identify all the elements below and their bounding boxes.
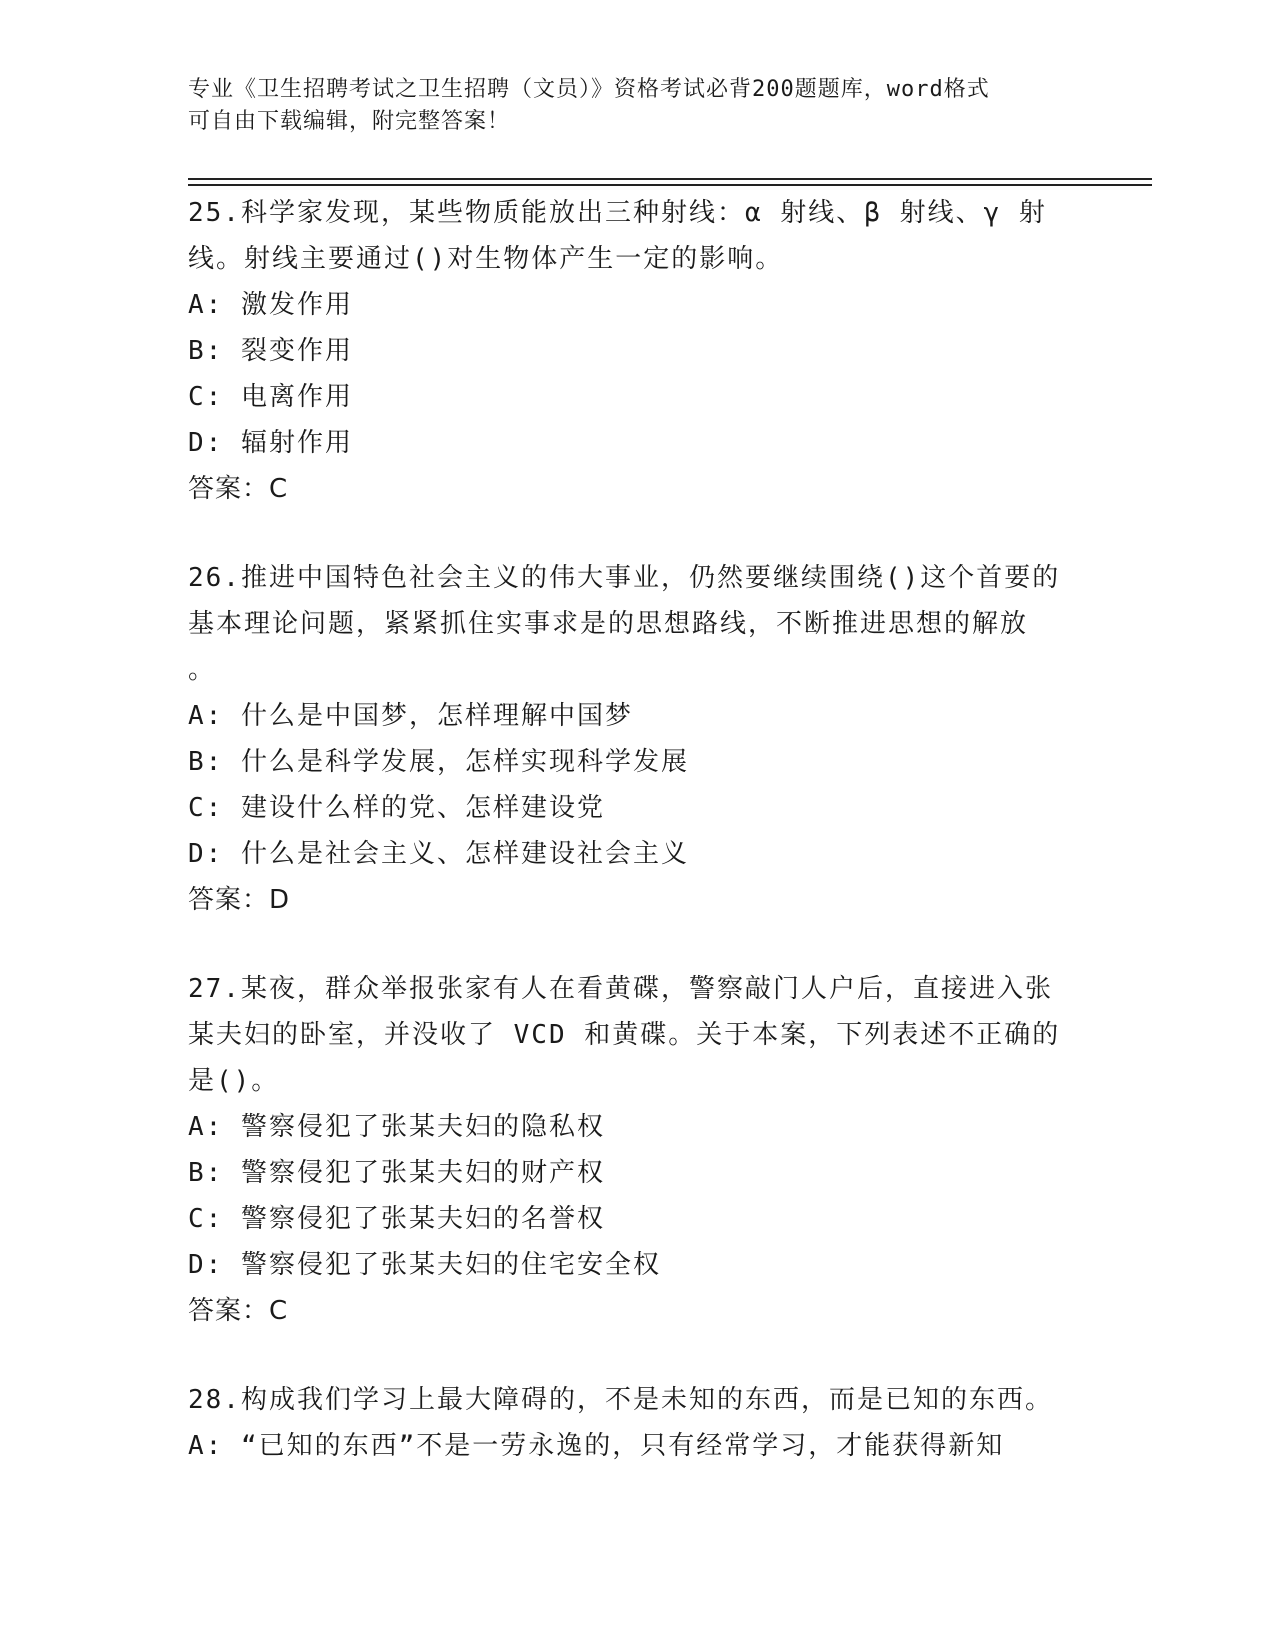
answer-key: 答案：C [188,474,289,504]
question-stem-line: 线。射线主要通过()对生物体产生一定的影响。 [188,244,784,274]
question-25 [188,190,1088,512]
question-stem-line: 26.推进中国特色社会主义的伟大事业，仍然要继续围绕()这个首要的 [188,563,1061,593]
answer-key: 答案：D [188,885,291,915]
spacer [188,1334,1088,1377]
option-d: D: 辐射作用 [188,428,353,458]
header-divider-bottom [188,184,1152,186]
option-b: B: 裂变作用 [188,336,353,366]
question-stem-line: 是()。 [188,1066,280,1096]
option-a: A: “已知的东西”不是一劳永逸的，只有经常学习，才能获得新知 [188,1431,1005,1461]
question-26 [188,555,1088,923]
question-stem-line: 基本理论问题，紧紧抓住实事求是的思想路线，不断推进思想的解放 [188,609,1029,639]
header-divider-top [188,178,1152,180]
header-line-1: 专业《卫生招聘考试之卫生招聘（文员）》资格考试必背200题题库，word格式 [188,77,990,102]
question-stem-line: 。 [188,655,217,685]
header-line-2: 可自由下载编辑，附完整答案！ [188,109,511,134]
question-stem-line: 28.构成我们学习上最大障碍的，不是未知的东西，而是已知的东西。 [188,1385,1053,1415]
option-a: A: 什么是中国梦，怎样理解中国梦 [188,701,633,731]
question-list [188,190,1088,1469]
option-b: B: 什么是科学发展，怎样实现科学发展 [188,747,689,777]
spacer [188,923,1088,966]
answer-key: 答案：C [188,1296,289,1326]
option-b: B: 警察侵犯了张某夫妇的财产权 [188,1158,605,1188]
option-a: A: 激发作用 [188,290,353,320]
document-header [188,74,1068,138]
option-d: D: 什么是社会主义、怎样建设社会主义 [188,839,689,869]
question-27 [188,966,1088,1334]
option-d: D: 警察侵犯了张某夫妇的住宅安全权 [188,1250,661,1280]
option-c: C: 警察侵犯了张某夫妇的名誉权 [188,1204,605,1234]
question-28 [188,1377,1088,1469]
option-a: A: 警察侵犯了张某夫妇的隐私权 [188,1112,605,1142]
option-c: C: 建设什么样的党、怎样建设党 [188,793,605,823]
spacer [188,512,1088,555]
option-c: C: 电离作用 [188,382,353,412]
question-stem-line: 27.某夜，群众举报张家有人在看黄碟，警察敲门人户后，直接进入张 [188,974,1053,1004]
question-stem-line: 某夫妇的卧室，并没收了 VCD 和黄碟。关于本案，下列表述不正确的 [188,1020,1061,1050]
question-stem-line: 25.科学家发现，某些物质能放出三种射线：α 射线、β 射线、γ 射 [188,198,1047,228]
